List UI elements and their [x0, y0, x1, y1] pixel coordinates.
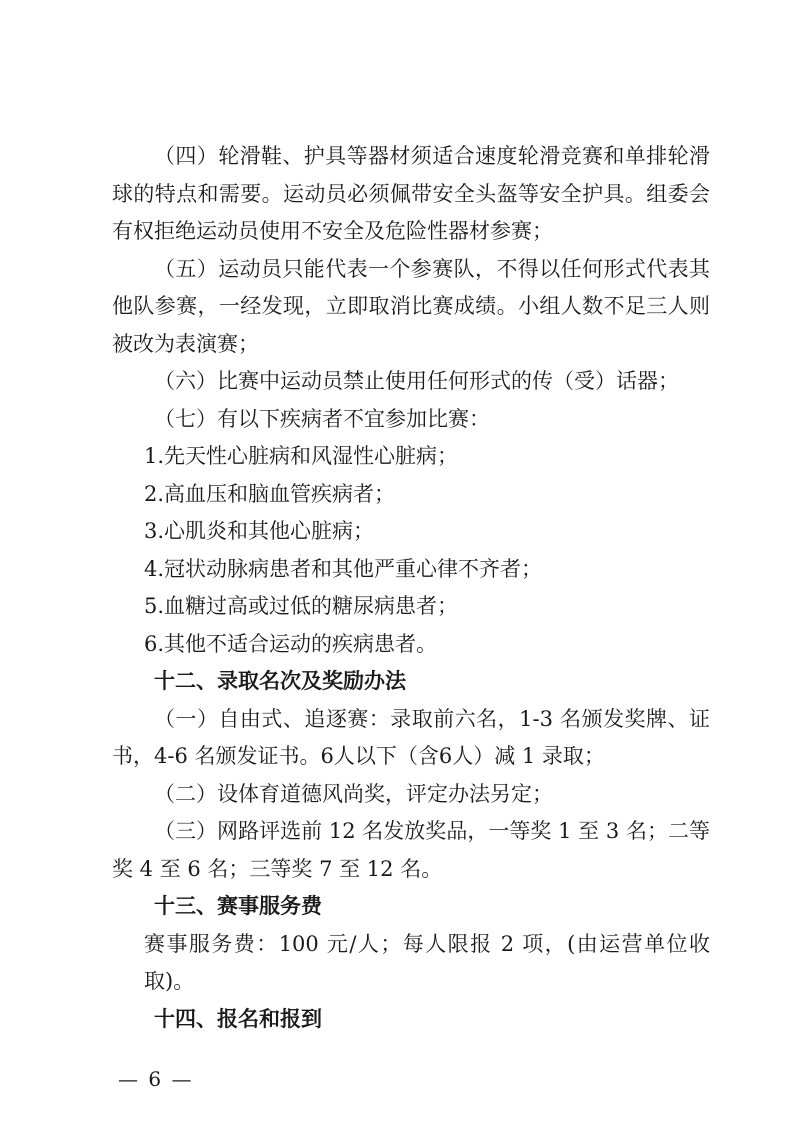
clause-team-representation: （五）运动员只能代表一个参赛队，不得以任何形式代表其他队参赛，一经发现，立即取消比赛成绩。小组人数不足三人则被改为表演赛；	[112, 256, 710, 356]
clause-health-restrictions: （七）有以下疾病者不宜参加比赛：	[154, 406, 490, 431]
list-item: 1.先天性心脏病和风湿性心脏病；	[144, 444, 459, 468]
list-item: 5.血糖过高或过低的糖尿病患者；	[144, 594, 459, 618]
list-item: 4.冠状动脉病患者和其他严重心律不齐者；	[144, 556, 543, 581]
list-item: 3.心肌炎和其他心脏病；	[144, 519, 375, 543]
section-heading-service-fee: 十三、赛事服务费	[154, 894, 322, 918]
clause-no-transmitter: （六）比赛中运动员禁止使用任何形式的传（受）话器；	[154, 369, 679, 393]
clause-sportsmanship-award: （二）设体育道德风尚奖，评定办法另定；	[154, 781, 553, 806]
document-body	[112, 138, 710, 1038]
clause-equipment: （四）轮滑鞋、护具等器材须适合速度轮滑竞赛和单排轮滑球的特点和需要。运动员必须佩带安全头盔等安全护具。组委会有权拒绝运动员使用不安全及危险性器材参赛；	[112, 144, 710, 243]
clause-ranking: （一）自由式、追逐赛：录取前六名，1-3 名颁发奖牌、证书，4-6 名颁发证书。6人以下（含6人）减 1 录取；	[112, 706, 710, 768]
clause-service-fee: 赛事服务费：100 元/人；每人限报 2 项，(由运营单位收取)。	[144, 931, 710, 993]
list-item: 6.其他不适合运动的疾病患者。	[144, 631, 438, 656]
page-number: — 6 —	[118, 1067, 194, 1091]
clause-online-prizes: （三）网路评选前 12 名发放奖品，一等奖 1 至 3 名；二等奖 4 至 6 名；三等奖 7 至 12 名。	[112, 819, 710, 881]
list-item: 2.高血压和脑血管疾病者；	[144, 481, 396, 506]
section-heading-awards: 十二、录取名次及奖励办法	[154, 669, 406, 693]
section-heading-registration: 十四、报名和报到	[154, 1006, 322, 1031]
